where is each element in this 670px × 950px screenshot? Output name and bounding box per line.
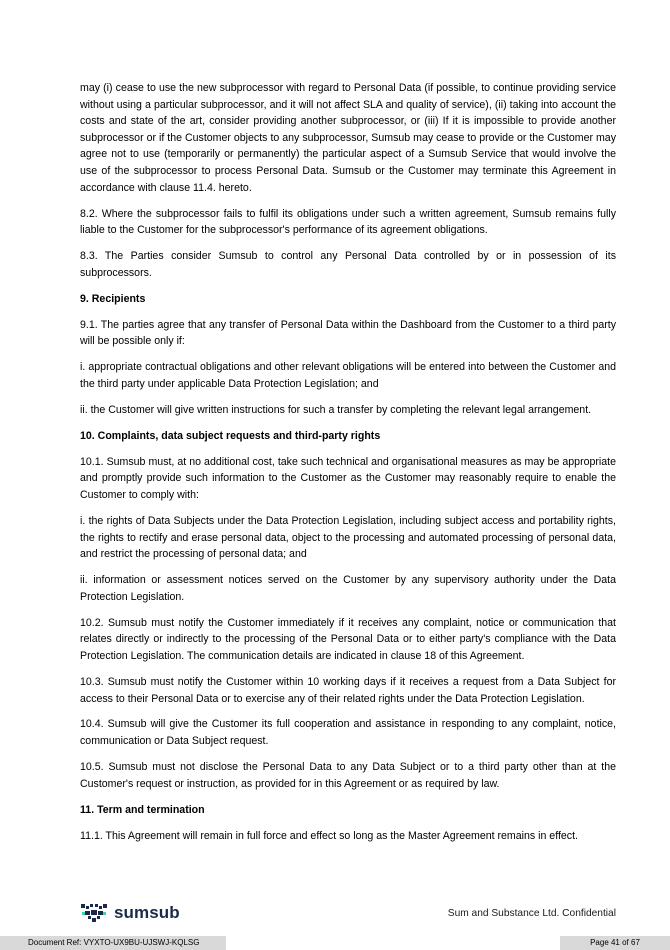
paragraph: 10.1. Sumsub must, at no additional cost, take such technical and organisational measures as may be appropriate and promptly provide such information to the Customer as the Customer may reasonably require to enable the Customer to comply with: — [80, 455, 616, 501]
paragraph: 10.3. Sumsub must notify the Customer within 10 working days if it receives a request from a Data Subject for access to their Personal Data or to exercise any of their related rights under the Data Protection Legislation. — [80, 675, 616, 705]
paragraph: 11.1. This Agreement will remain in full force and effect so long as the Master Agreement remains in effect. — [80, 829, 578, 842]
paragraph: i. the rights of Data Subjects under the Data Protection Legislation, including subject access and portability rights, the rights to rectify and erase personal data, object to the processing and automated processing of personal data, and restrict the processing of personal data; and — [80, 514, 616, 561]
section-heading: 9. Recipients — [80, 292, 146, 305]
document-body — [80, 80, 616, 854]
footer-bar — [0, 936, 670, 950]
paragraph: may (i) cease to use the new subprocessor with regard to Personal Data (if possible, to continue providing service without using a particular subprocessor, and it will not affect SLA and quality of service), (ii) taking into account the costs and state of the art, consider providing another subprocessor, or (iii) If it is impossible to provide another subprocessor or if the Customer objects to any subprocessor, Sumsub may cease to provide or the Customer may agree not to use (temporarily or permanently) the particular aspect of a Sumsub Service that would involve the use of the subprocessor to process Personal Data. Sumsub or the Customer may terminate this Agreement in accordance with clause 11.4. hereto. — [80, 82, 616, 194]
logo-text: sumsub — [114, 903, 180, 922]
paragraph: ii. the Customer will give written instructions for such a transfer by completing the relevant legal arrangement. — [80, 403, 592, 416]
paragraph: 9.1. The parties agree that any transfer of Personal Data within the Dashboard from the Customer to a third party will be possible only if: — [80, 318, 616, 348]
paragraph: ii. information or assessment notices served on the Customer by any supervisory authority under the Data Protection Legislation. — [80, 574, 616, 603]
paragraph: 10.5. Sumsub must not disclose the Personal Data to any Data Subject or to a third party other than at the Customer's request or instruction, as provided for in this Agreement or as required by law. — [80, 761, 616, 790]
confidential-label: Sum and Substance Ltd. Confidential — [447, 908, 616, 919]
document-ref: Document Ref: VYXTO-UX9BU-UJSWJ-KQLSG — [0, 936, 226, 950]
section-heading: 11. Term and termination — [80, 803, 205, 816]
paragraph: 10.2. Sumsub must notify the Customer immediately if it receives any complaint, notice or communication that relates directly or indirectly to the processing of the Personal Data or to either party's compliance with the Data Protection Legislation. The communication details are indicated in clause 18 of this Agreement. — [80, 616, 616, 662]
paragraph: 8.3. The Parties consider Sumsub to control any Personal Data controlled by or in possession of its subprocessors. — [80, 250, 616, 279]
paragraph: i. appropriate contractual obligations and other relevant obligations will be entered into between the Customer and the third party under applicable Data Protection Legislation; and — [80, 361, 616, 390]
sumsub-logo-icon — [80, 903, 108, 923]
section-heading: 10. Complaints, data subject requests and third-party rights — [80, 429, 381, 442]
sumsub-logo — [80, 903, 180, 923]
paragraph: 10.4. Sumsub will give the Customer its full cooperation and assistance in responding to any complaint, notice, communication or Data Subject request. — [80, 718, 616, 748]
paragraph: 8.2. Where the subprocessor fails to fulfil its obligations under such a written agreement, Sumsub remains fully liable to the Customer for the subprocessor's performance of its agreement obligations. — [80, 207, 616, 237]
page-number: Page 41 of 67 — [560, 936, 670, 950]
